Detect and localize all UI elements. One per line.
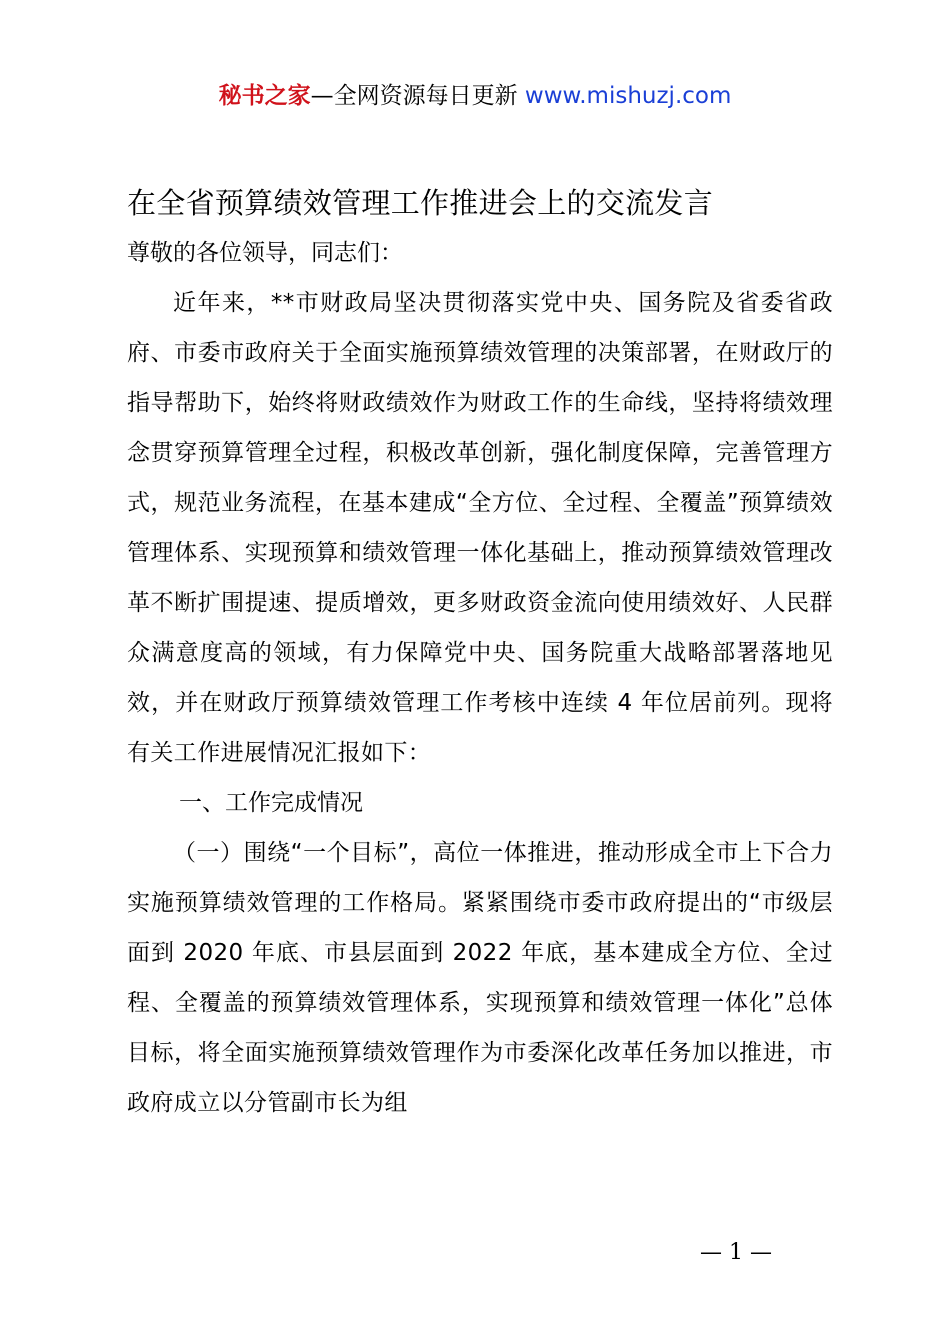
header-slogan: —全网资源每日更新 bbox=[310, 83, 518, 109]
document-title: 在全省预算绩效管理工作推进会上的交流发言 bbox=[127, 186, 714, 220]
site-url: www.mishuzj.com bbox=[517, 83, 732, 109]
document-body bbox=[127, 178, 833, 1128]
site-header bbox=[0, 80, 950, 112]
subsection-paragraph: （一）围绕“一个目标”，高位一体推进，推动形成全市上下合力实施预算绩效管理的工作格局。紧紧围绕市委市政府提出的“市级层面到 2020 年底、市县层面到 2022 年底，基本建成全方位、全过程、全覆盖的预算绩效管理体系，实现预算和绩效管理一体化”总体目标，将全面实施预算绩效管理作为市委深化改革任务加以推进，市政府成立以分管副市长为组 bbox=[127, 840, 833, 1116]
page-number: — 1 — bbox=[700, 1240, 772, 1265]
section-heading: 一、工作完成情况 bbox=[179, 790, 363, 816]
intro-paragraph: 近年来，**市财政局坚决贯彻落实党中央、国务院及省委省政府、市委市政府关于全面实施预算绩效管理的决策部署，在财政厅的指导帮助下，始终将财政绩效作为财政工作的生命线，坚持将绩效理念贯穿预算管理全过程，积极改革创新，强化制度保障，完善管理方式，规范业务流程，在基本建成“全方位、全过程、全覆盖”预算绩效管理体系、实现预算和绩效管理一体化基础上，推动预算绩效管理改革不断扩围提速、提质增效，更多财政资金流向使用绩效好、人民群众满意度高的领域，有力保障党中央、国务院重大战略部署落地见效，并在财政厅预算绩效管理工作考核中连续 4 年位居前列。现将有关工作进展情况汇报如下： bbox=[127, 290, 833, 766]
greeting: 尊敬的各位领导，同志们： bbox=[127, 240, 403, 266]
brand-name: 秘书之家 bbox=[218, 83, 311, 109]
